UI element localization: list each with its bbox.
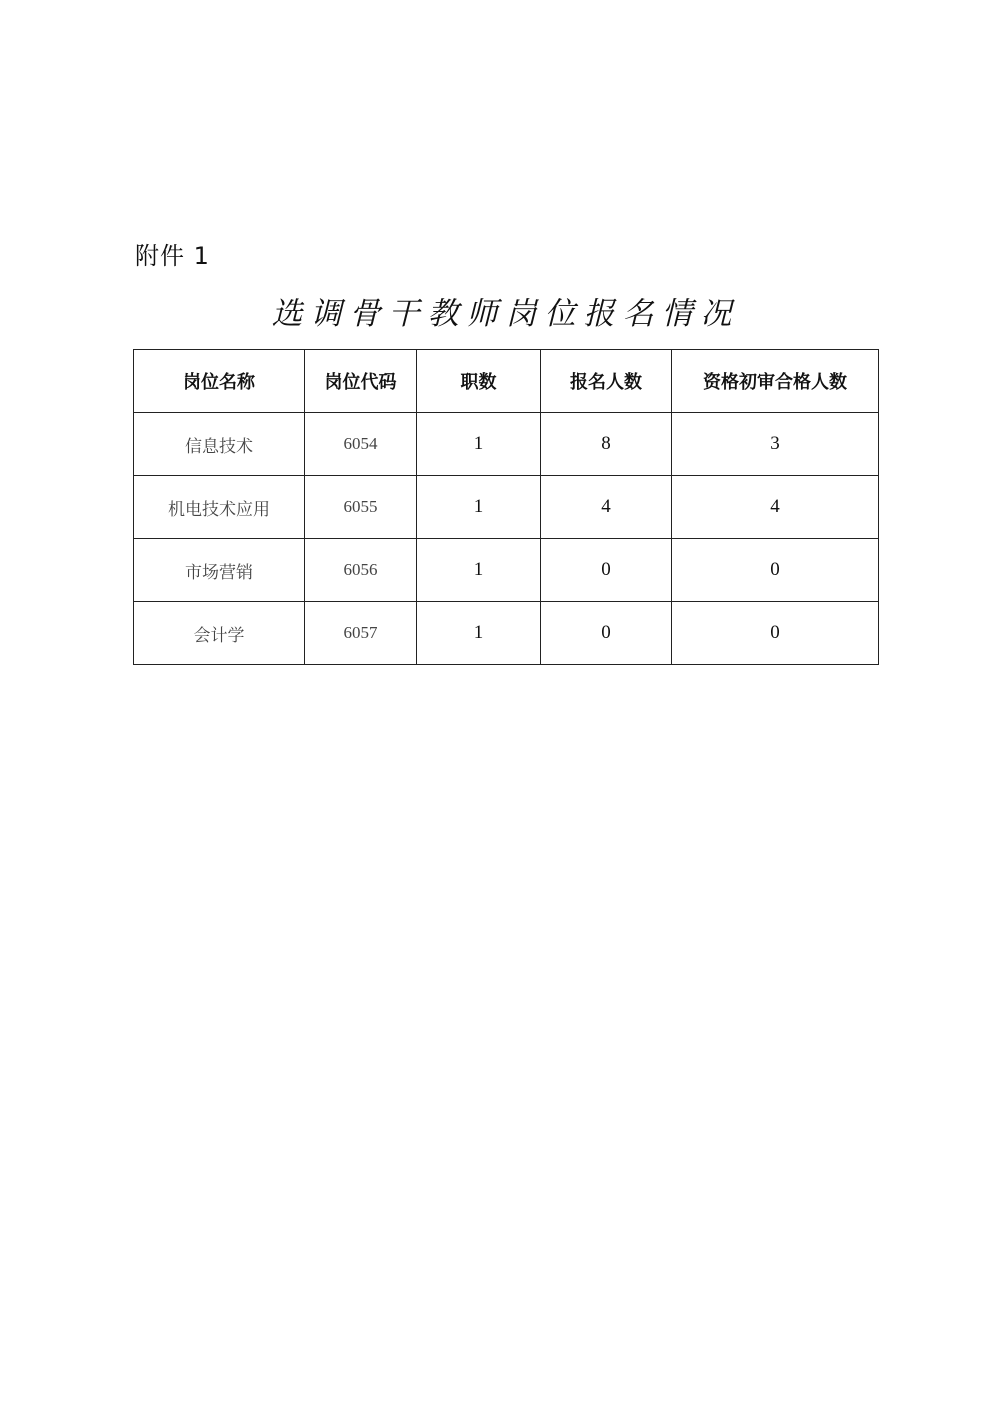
qualified-count-cell: 0 bbox=[672, 602, 879, 665]
position-name-cell: 机电技术应用 bbox=[134, 476, 305, 539]
qualified-count-cell: 3 bbox=[672, 413, 879, 476]
position-code-cell: 6055 bbox=[305, 476, 417, 539]
applicants-count-cell: 4 bbox=[541, 476, 672, 539]
position-name-cell: 信息技术 bbox=[134, 413, 305, 476]
header-position-name: 岗位名称 bbox=[134, 350, 305, 413]
table-row bbox=[134, 602, 879, 665]
positions-count-cell: 1 bbox=[417, 602, 541, 665]
position-name-cell: 会计学 bbox=[134, 602, 305, 665]
header-positions-count: 职数 bbox=[417, 350, 541, 413]
applicants-count-cell: 0 bbox=[541, 602, 672, 665]
qualified-count-cell: 0 bbox=[672, 539, 879, 602]
attachment-label: 附件 1 bbox=[135, 242, 210, 270]
header-qualified-count: 资格初审合格人数 bbox=[672, 350, 879, 413]
document-title: 选调骨干教师岗位报名情况 bbox=[271, 296, 740, 332]
table-header-row bbox=[134, 350, 879, 413]
position-code-cell: 6054 bbox=[305, 413, 417, 476]
table-row bbox=[134, 539, 879, 602]
position-name-cell: 市场营销 bbox=[134, 539, 305, 602]
header-applicants-count: 报名人数 bbox=[541, 350, 672, 413]
qualified-count-cell: 4 bbox=[672, 476, 879, 539]
positions-count-cell: 1 bbox=[417, 539, 541, 602]
registration-table bbox=[133, 349, 879, 665]
position-code-cell: 6057 bbox=[305, 602, 417, 665]
applicants-count-cell: 8 bbox=[541, 413, 672, 476]
header-position-code: 岗位代码 bbox=[305, 350, 417, 413]
position-code-cell: 6056 bbox=[305, 539, 417, 602]
positions-count-cell: 1 bbox=[417, 476, 541, 539]
applicants-count-cell: 0 bbox=[541, 539, 672, 602]
positions-count-cell: 1 bbox=[417, 413, 541, 476]
table-row bbox=[134, 476, 879, 539]
table-row bbox=[134, 413, 879, 476]
